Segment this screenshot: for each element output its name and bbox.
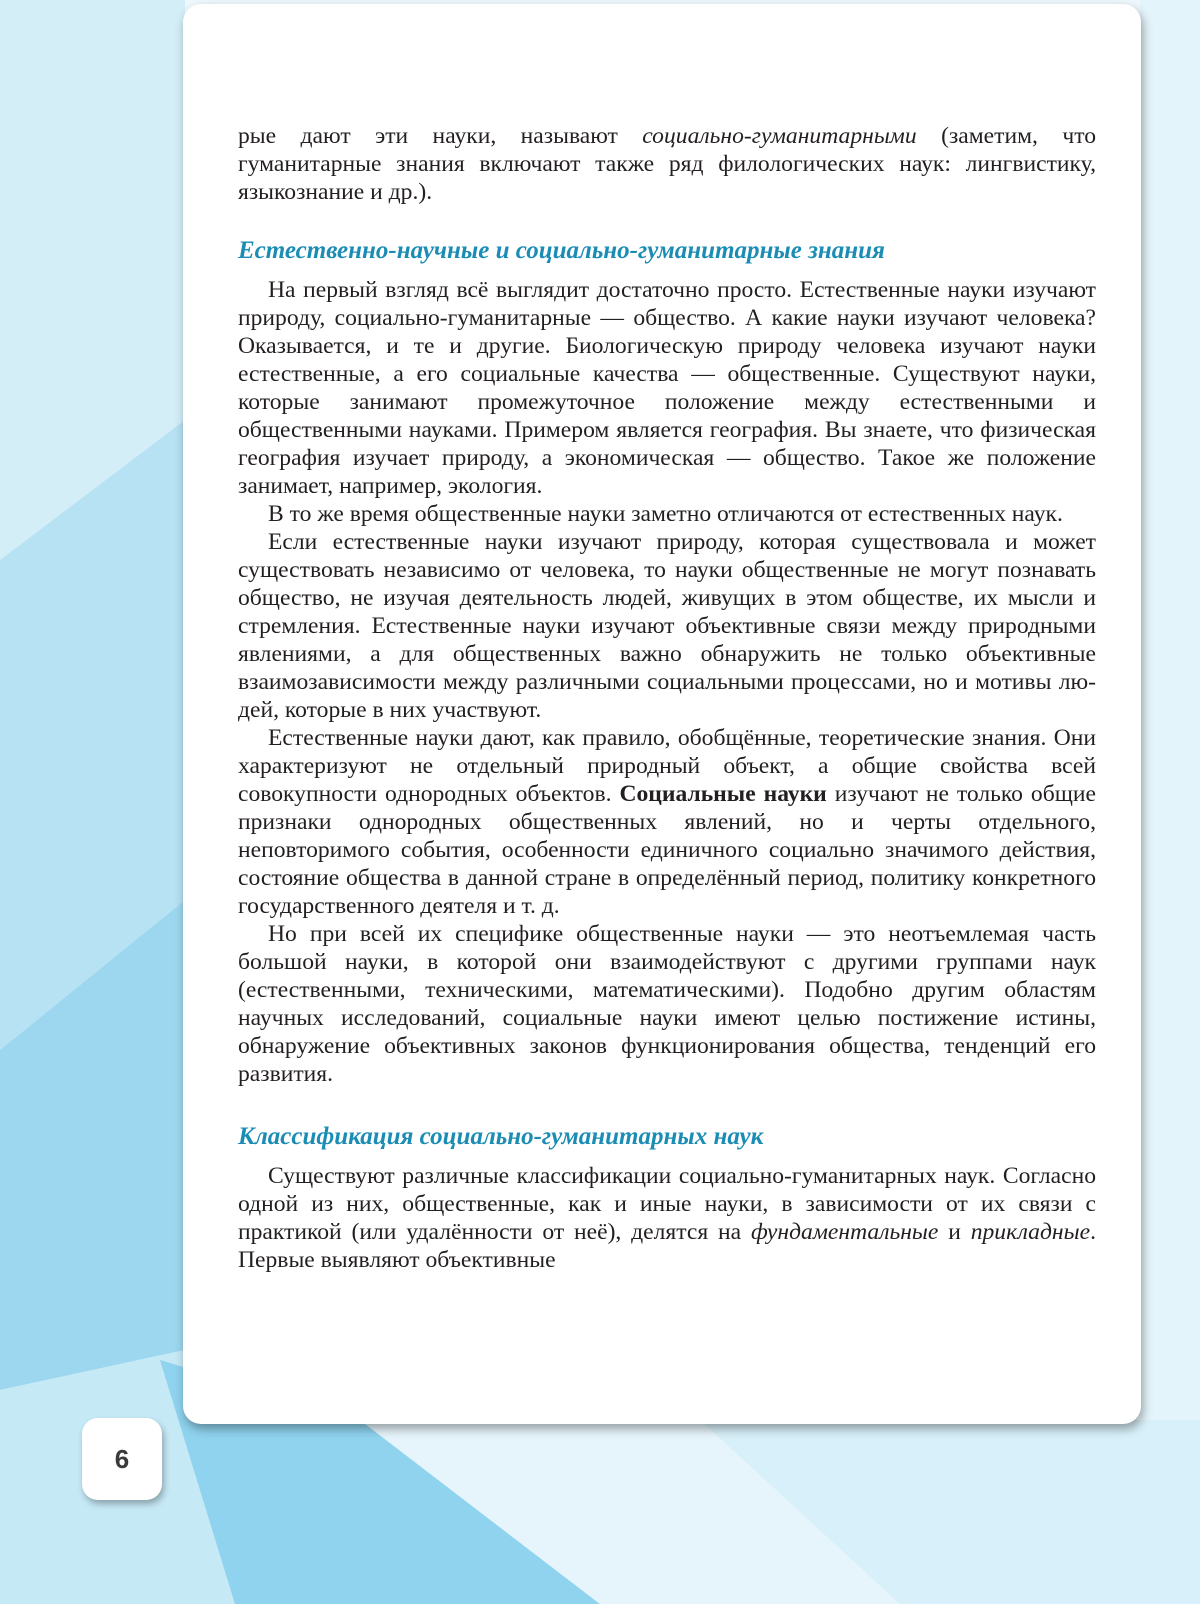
paragraph-text: изучают не только общие признаки однородных общественных явлений, но и черты отдельного, неповторимого события, особенности единичного социально значимого действия, состояние общества в данной стране в определённый период, политику конкретного государственного деятеля и т. д. [238, 781, 1096, 919]
paragraph-text: . Первые выявляют объективные [238, 1219, 1096, 1273]
intro-term: социально-гуманитарными [642, 123, 917, 149]
intro-text: рые дают эти науки, называют [238, 123, 643, 149]
italic-term: прикладные [970, 1219, 1091, 1245]
intro-text-end: (заметим, что гуманитарные знания включают также ряд филологических наук: лингвистику, языкознание и др.). [238, 123, 1096, 205]
paragraph: На первый взгляд всё выглядит достаточно просто. Естественные науки изучают природу, социально-гуманитарные — общество. А какие науки изучают человека? Оказывается, и те и другие. Биологическую природу человека изучают науки естественные, а его социальные качества — общественные. Существуют науки, которые занимают промежуточное положение между естественными и общественными науками. Примером является география. Вы знаете, что физическая география изучает природу, а экономическая — общество. Такое же положение занимает, например, экология. [238, 277, 1096, 499]
intro-paragraph [238, 122, 1096, 206]
paragraph [238, 724, 1096, 920]
paragraph-text: Естественные науки дают, как правило, обобщённые, теоретические знания. Они характеризуют не отдельный природный объект, а общие свойства всей совокупности однородных объектов. [238, 725, 1096, 807]
paragraph [238, 1162, 1096, 1274]
paragraph: Если естественные науки изучают природу, которая существовала и может существовать независимо от человека, то науки общественные не могут познавать общество, не изучая деятельность людей, живущих в этом обществе, их мысли и стремления. Естественные науки изучают объективные связи между природными явлениями, а для общественных важно обнаружить не только объективные взаимозависимости между различными социальными процессами, но и мотивы людей, которые в них участвуют. [238, 529, 1096, 723]
paragraph-text: и [938, 1219, 971, 1245]
section-heading-classification: Классификация социально-гуманитарных наук [238, 1123, 764, 1150]
paragraph: Но при всей их специфике общественные науки — это неотъемлемая часть большой науки, в которой они взаимодействуют с другими группами наук (естественными, техническими, математическими). Подобно другим областям научных исследований, социальные науки имеют целью постижение истины, обнаружение объективных законов функционирования общества, тенденций его развития. [238, 921, 1096, 1087]
bold-term: Социальные науки [619, 781, 827, 807]
page-number-badge: 6 [82, 1418, 162, 1500]
paragraph-text: Существуют различные классификации социально-гуманитарных наук. Согласно одной из них, общественные, как и иные науки, в зависимости от их связи с практикой (или удалённости от неё), делятся на [238, 1163, 1096, 1245]
text-card [183, 4, 1141, 1424]
section-heading-natural-social: Естественно-научные и социально-гуманитарные знания [238, 237, 885, 264]
italic-term: фундаментальные [750, 1219, 939, 1245]
paragraph: В то же время общественные науки заметно отличаются от естественных наук. [268, 501, 1063, 527]
